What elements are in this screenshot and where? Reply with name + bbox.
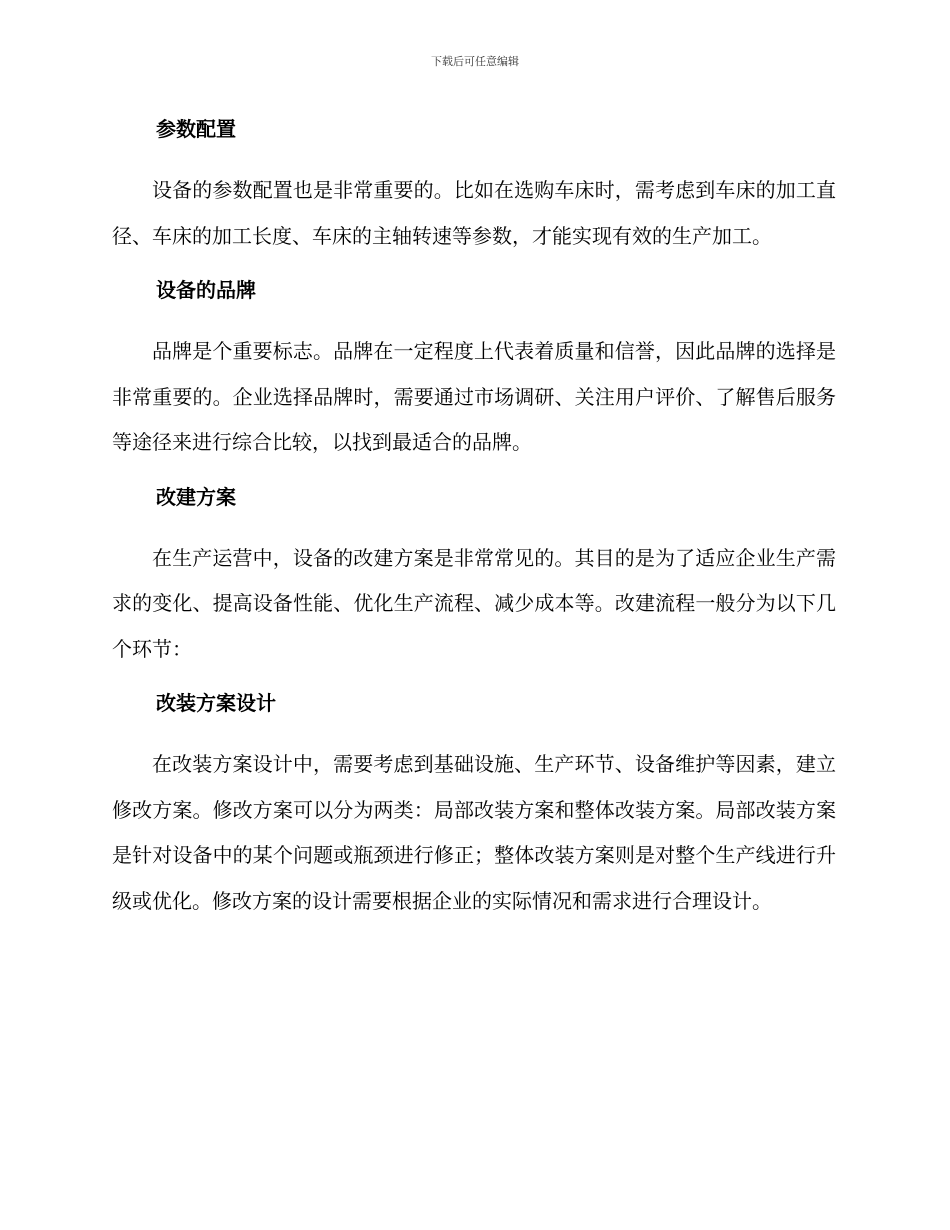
section-heading-parameter-config: 参数配置 [156, 117, 236, 141]
section-paragraph-modification-design: 在改装方案设计中，需要考虑到基础设施、生产环节、设备维护等因素，建立修改方案。修改方案可以分为两类：局部改装方案和整体改装方案。局部改装方案是针对设备中的某个问题或瓶颈进行修正；整体改装方案则是对整个生产线进行升级或优化。修改方案的设计需要根据企业的实际情况和需求进行合理设计。 [112, 752, 836, 913]
section-heading-renovation-plan: 改建方案 [156, 484, 236, 509]
document-body [112, 112, 836, 924]
page-header: 下载后可任意编辑 [431, 55, 519, 68]
section-paragraph-equipment-brand: 品牌是个重要标志。品牌在一定程度上代表着质量和信誉，因此品牌的选择是非常重要的。企业选择品牌时，需要通过市场调研、关注用户评价、了解售后服务等途径来进行综合比较，以找到最适合的品牌。 [112, 339, 836, 454]
section-heading-equipment-brand: 设备的品牌 [156, 278, 256, 302]
section-heading-modification-design: 改装方案设计 [156, 691, 276, 715]
section-paragraph-renovation-plan: 在生产运营中，设备的改建方案是非常常见的。其目的是为了适应企业生产需求的变化、提高设备性能、优化生产流程、减少成本等。改建流程一般分为以下几个环节： [112, 545, 836, 661]
section-paragraph-parameter-config: 设备的参数配置也是非常重要的。比如在选购车床时，需考虑到车床的加工直径、车床的加工长度、车床的主轴转速等参数，才能实现有效的生产加工。 [112, 178, 836, 248]
